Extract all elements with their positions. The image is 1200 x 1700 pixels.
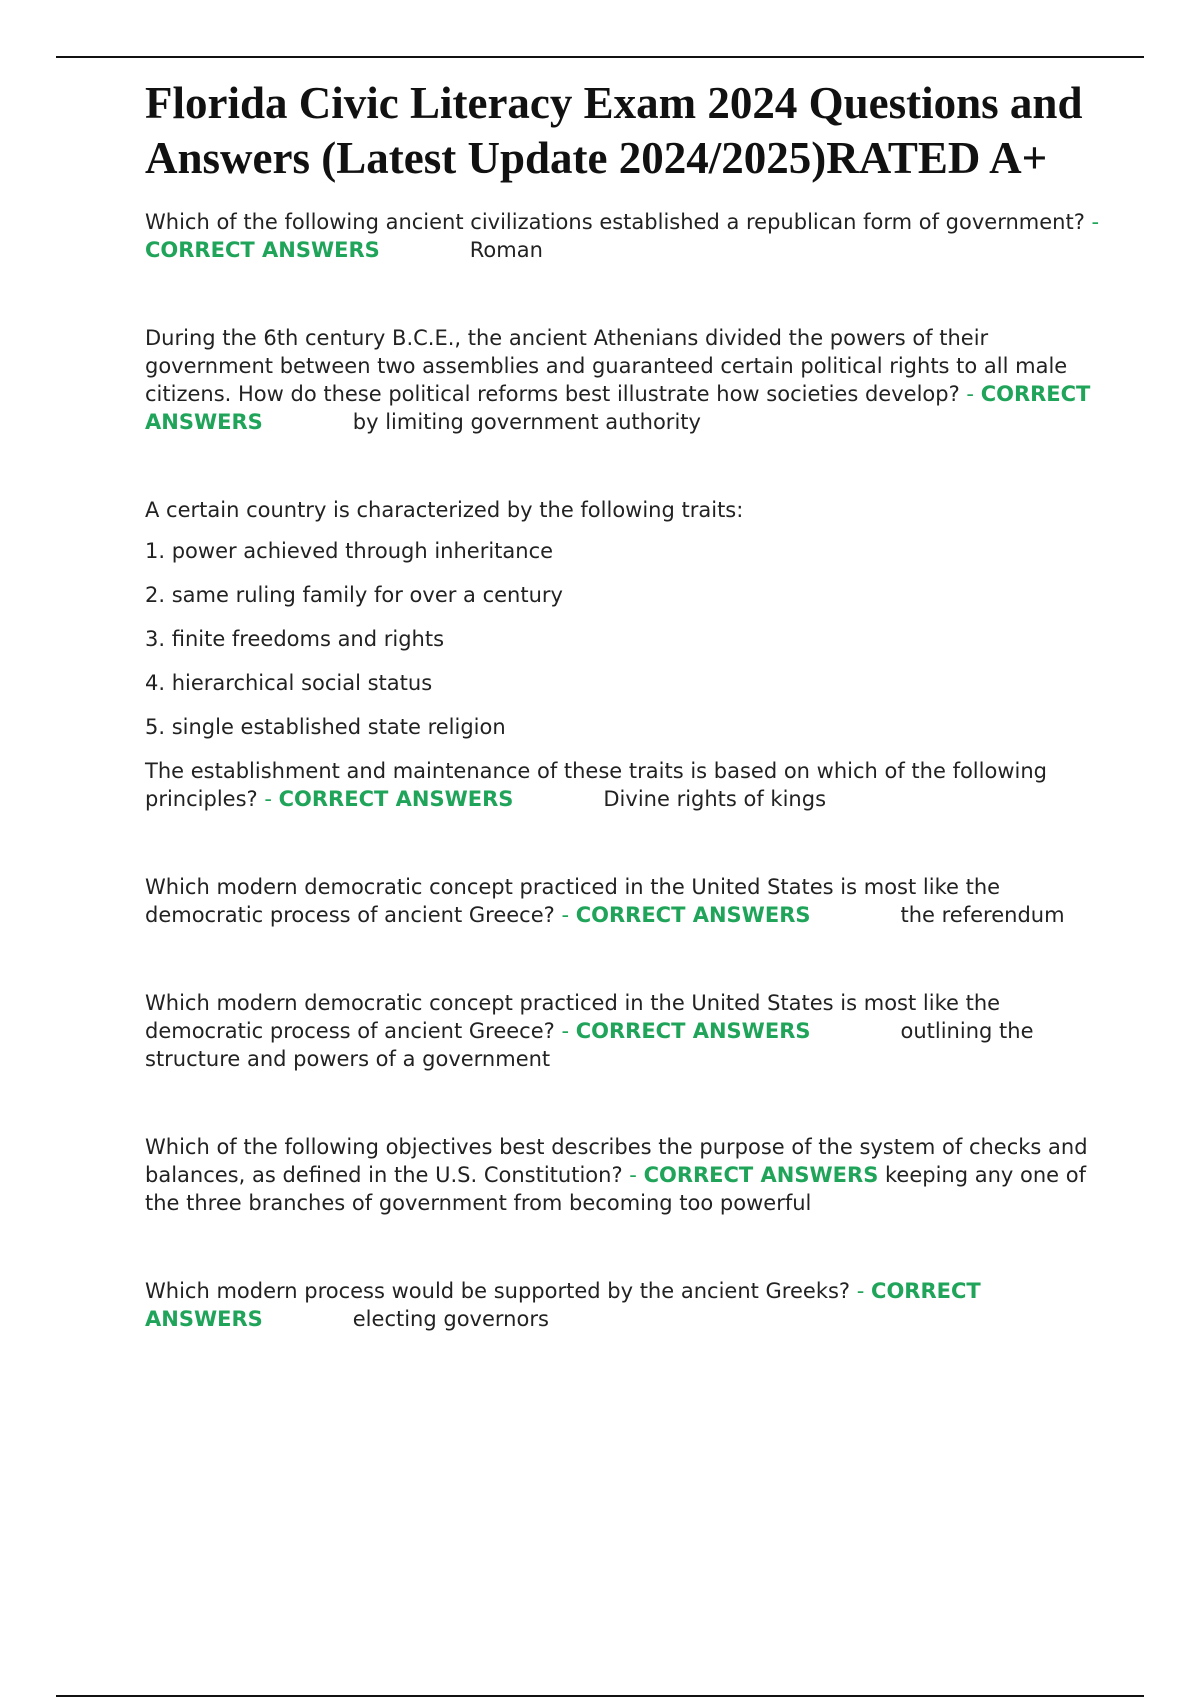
answer-label: CORRECT ANSWERS <box>575 903 811 927</box>
separator: - <box>1091 210 1100 234</box>
question-text: Which modern democratic concept practiced in the United States is most like the democratic process of ancient Greece? <box>145 991 1001 1043</box>
question-text: The establishment and maintenance of these traits is based on which of the following principles? <box>145 759 1047 811</box>
trait-item: 3. finite freedoms and rights <box>145 627 445 651</box>
document-body <box>145 70 1100 1393</box>
question-text: Which modern process would be supported by the ancient Greeks? <box>145 1279 851 1303</box>
qa-item-7 <box>145 1277 1100 1333</box>
answer-text: by limiting government authority <box>352 410 701 434</box>
answer-label: CORRECT ANSWERS <box>145 1279 981 1331</box>
qa-item-2 <box>145 324 1100 436</box>
answer-label: CORRECT ANSWERS <box>145 382 1091 434</box>
question-text: Which of the following ancient civilizations established a republican form of government? <box>145 210 1085 234</box>
separator: - <box>629 1163 637 1187</box>
answer-text: the referendum <box>900 903 1065 927</box>
trait-item: 1. power achieved through inheritance <box>145 539 554 563</box>
bottom-rule <box>56 1695 1144 1697</box>
separator: - <box>966 382 974 406</box>
qa-item-4 <box>145 873 1100 929</box>
trait-item: 2. same ruling family for over a century <box>145 583 563 607</box>
qa-item-1 <box>145 208 1100 264</box>
question-text: Which of the following objectives best describes the purpose of the system of checks and balances, as defined in the U.S. Constitution? <box>145 1135 1088 1187</box>
trait-item: 4. hierarchical social status <box>145 671 433 695</box>
answer-label: CORRECT ANSWERS <box>278 787 514 811</box>
trait-item: 5. single established state religion <box>145 715 506 739</box>
question-text: During the 6th century B.C.E., the ancient Athenians divided the powers of their government between two assemblies and guaranteed certain political rights to all male citizens. How do these political reforms best illustrate how societies develop? <box>145 326 1068 406</box>
top-rule <box>56 56 1144 58</box>
qa-item-5 <box>145 989 1100 1073</box>
answer-text: outlining the structure and powers of a government <box>145 1019 1034 1071</box>
separator: - <box>561 903 570 927</box>
separator: - <box>856 1279 865 1303</box>
answer-text: keeping any one of the three branches of government from becoming too powerful <box>145 1163 1087 1215</box>
answer-label: CORRECT ANSWERS <box>643 1163 879 1187</box>
answer-text: Roman <box>469 238 543 262</box>
separator: - <box>561 1019 570 1043</box>
answer-text: Divine rights of kings <box>603 787 827 811</box>
answer-label: CORRECT ANSWERS <box>145 238 380 262</box>
document-title: Florida Civic Literacy Exam 2024 Questions and Answers (Latest Update 2024/2025)RATED A+ <box>145 78 1083 183</box>
question-text: Which modern democratic concept practiced in the United States is most like the democratic process of ancient Greece? <box>145 875 1001 927</box>
qa-item-3 <box>145 757 1100 813</box>
answer-label: CORRECT ANSWERS <box>575 1019 811 1043</box>
answer-text: electing governors <box>352 1307 549 1331</box>
qa-item-6 <box>145 1133 1100 1217</box>
separator: - <box>264 787 272 811</box>
traits-intro: A certain country is characterized by the following traits: <box>145 498 744 522</box>
